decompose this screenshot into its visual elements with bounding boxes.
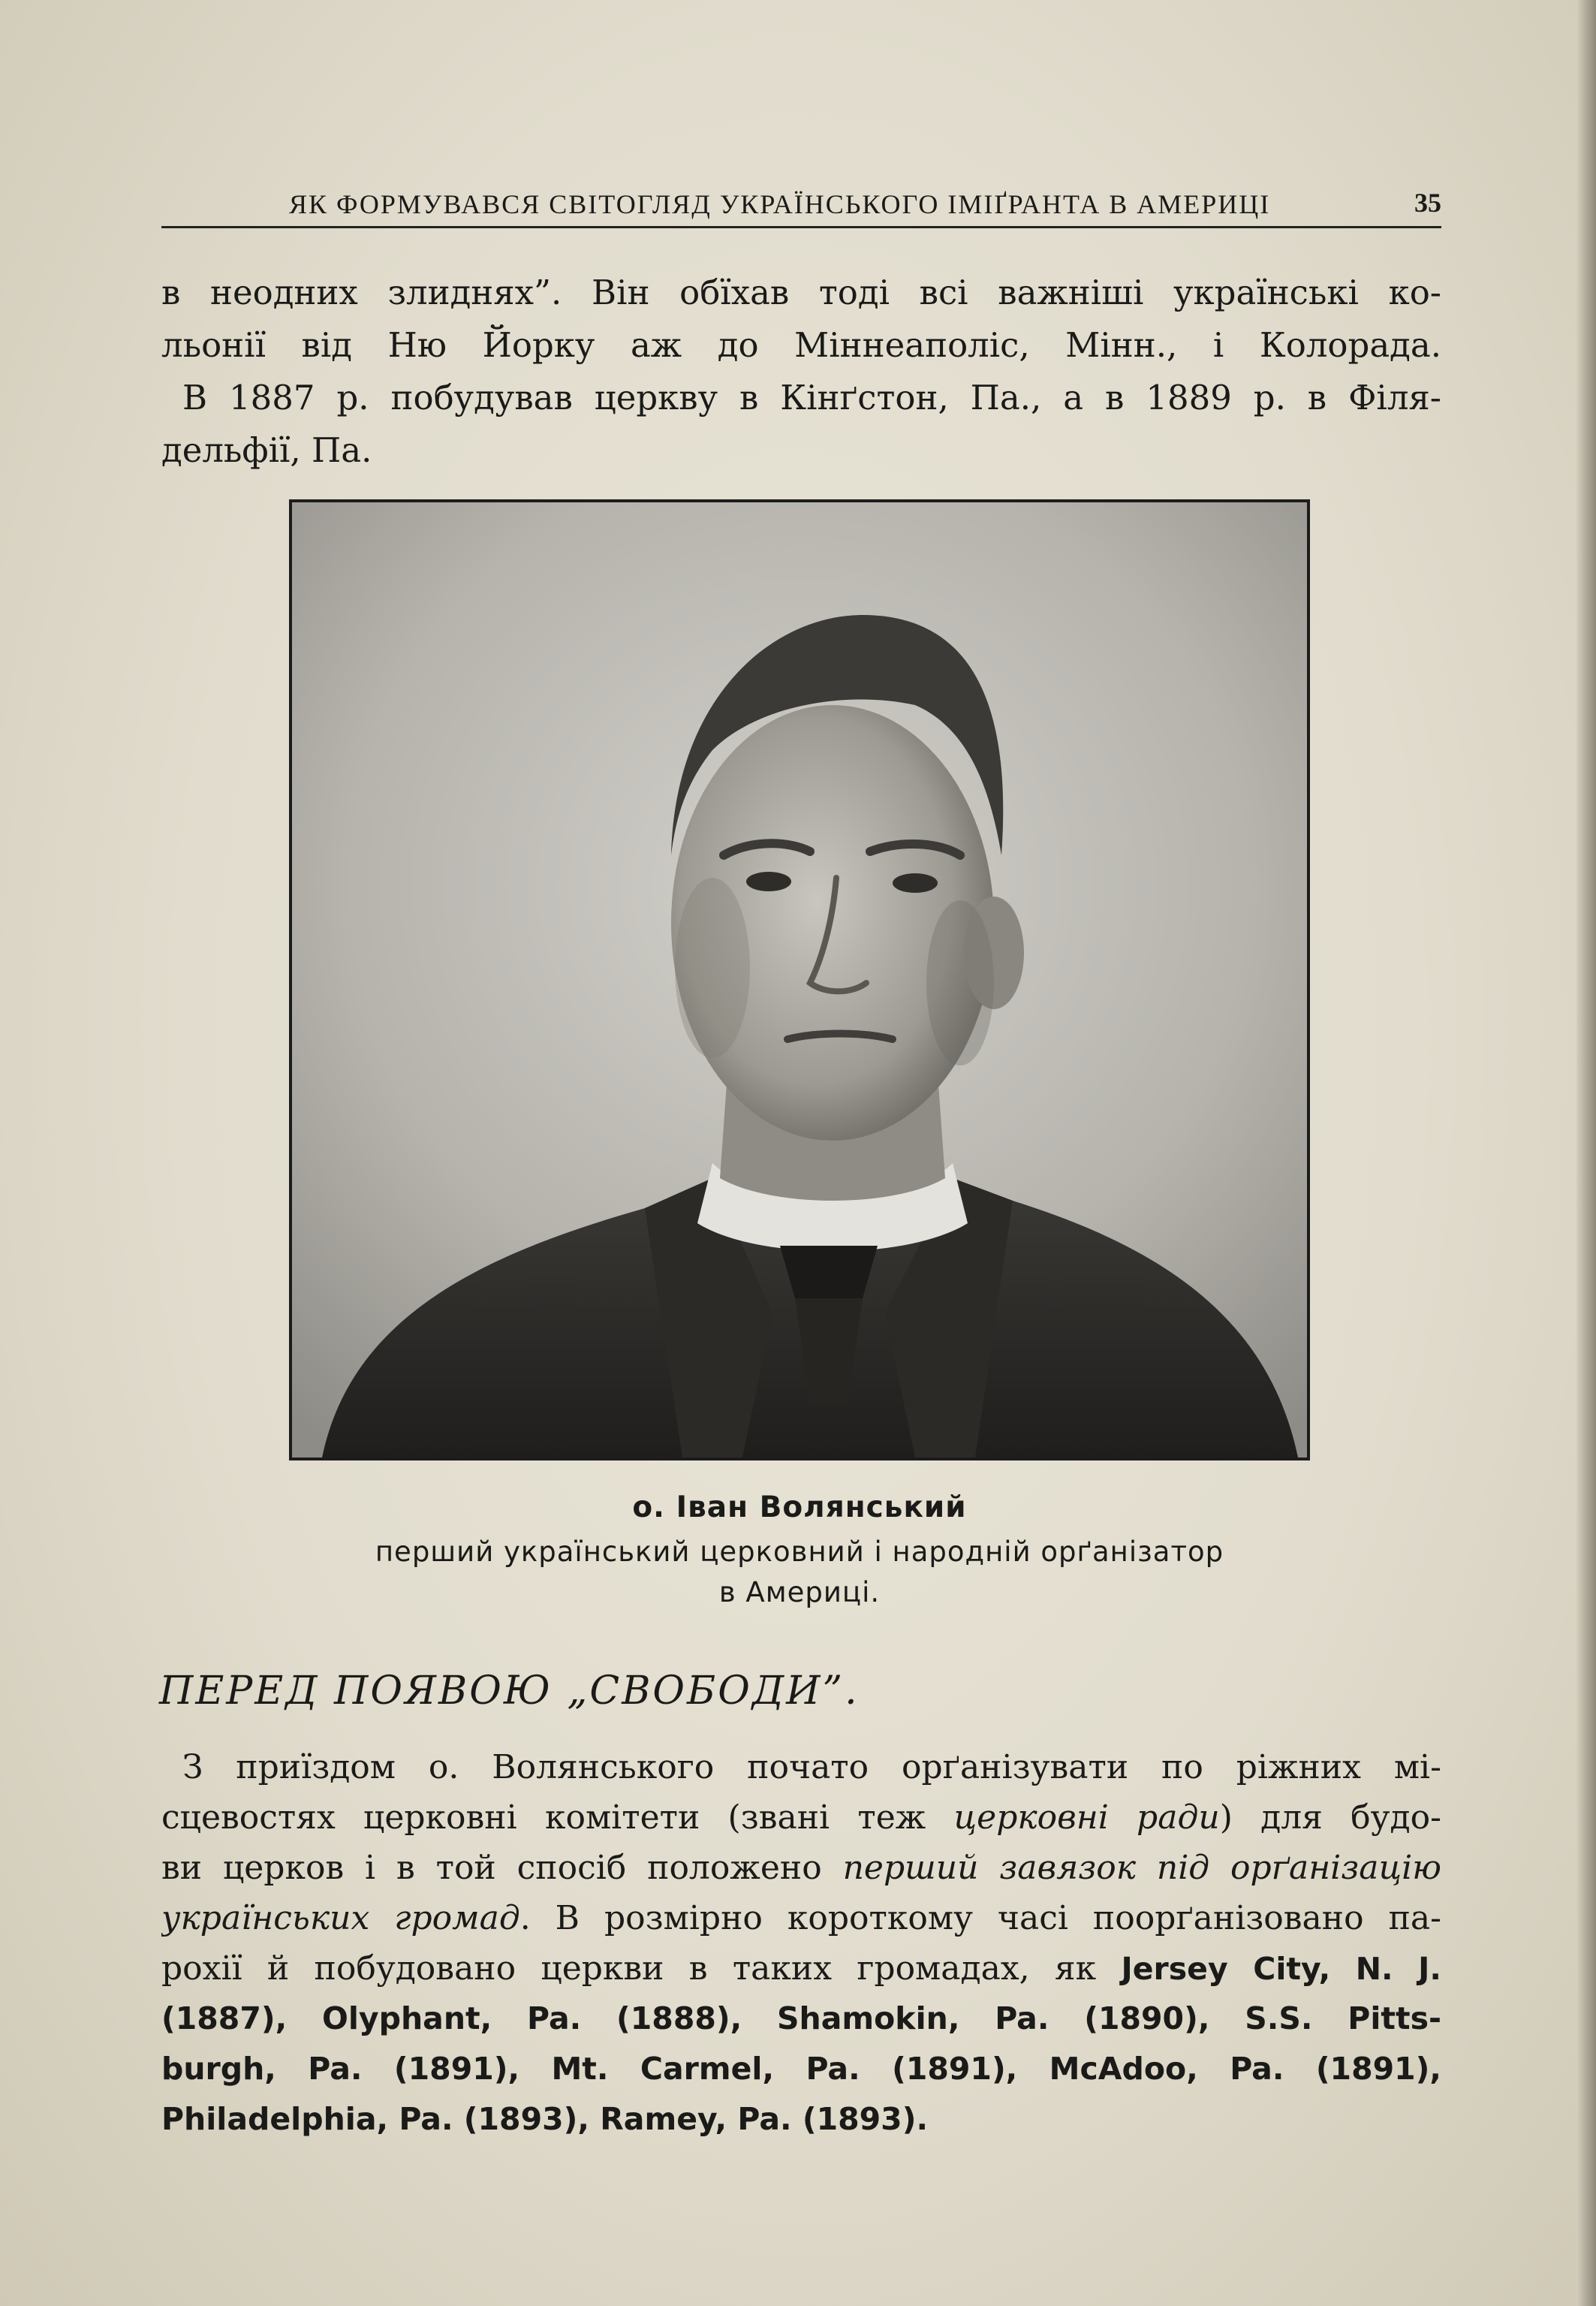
body-text: ви церков і в той спосіб положено [161, 1849, 843, 1887]
body-line: (1887), Olyphant, Pa. (1888), Shamokin, Pa. (1890), S.S. Pitts- [161, 2000, 1441, 2036]
body-line [161, 1843, 1441, 1893]
section-heading: ПЕРЕД ПОЯВОЮ „СВОБОДИ”. [159, 1668, 860, 1714]
intro-paragraph [161, 267, 1441, 477]
portrait-illustration [292, 502, 1307, 1457]
body-paragraph [161, 1742, 1441, 2145]
body-line [161, 1943, 1441, 1994]
intro-line: дельфії, Па. [161, 430, 372, 470]
running-header-title: ЯК ФОРМУВАВСЯ СВІТОГЛЯД УКРАЇНСЬКОГО ІМІҐРАНТА В АМЕРИЦІ [289, 189, 1271, 219]
place-name: Jersey City, N. J. [1121, 1951, 1441, 1987]
body-text: сцевостях церковні комітети (звані теж [161, 1798, 954, 1837]
caption-name: о. Іван Волянський [632, 1491, 967, 1524]
page-edge-shadow [1576, 0, 1596, 2306]
body-text: рохії й побудовано церкви в таких громадах, як [161, 1949, 1122, 1988]
body-line: burgh, Pa. (1891), Mt. Carmel, Pa. (1891), McAdoo, Pa. (1891), [161, 2051, 1441, 2087]
portrait-photo [289, 499, 1310, 1460]
body-text: ) для будо- [1219, 1798, 1441, 1837]
body-line [161, 1893, 1441, 1943]
body-emphasis: українських громад [161, 1899, 520, 1937]
page-number: 35 [1414, 188, 1441, 218]
intro-line: В 1887 р. побудував церкву в Кінґстон, Па., а в 1889 р. в Філя- [182, 378, 1441, 417]
intro-line: в неодних злиднях”. Він обїхав тоді всі важніші українські ко- [161, 273, 1441, 312]
caption-description [289, 1532, 1310, 1613]
body-text: . В розмірно короткому часі поорґанізовано па- [519, 1899, 1441, 1937]
body-emphasis: церковні ради [953, 1798, 1220, 1837]
intro-line: льонії від Ню Йорку аж до Міннеаполіс, Мінн., і Колорада. [161, 325, 1441, 365]
body-line: Philadelphia, Pa. (1893), Ramey, Pa. (1893). [161, 2101, 929, 2137]
body-line [161, 1792, 1441, 1843]
caption-description-line: перший український церковний і народній орґанізатор [375, 1536, 1224, 1568]
running-header [161, 182, 1441, 228]
body-line: З приїздом о. Волянського почато орґанізувати по ріжних мі- [182, 1748, 1441, 1786]
caption-description-line: в Америці. [718, 1576, 881, 1608]
body-emphasis: перший завязок під орґанізацію [842, 1849, 1441, 1887]
